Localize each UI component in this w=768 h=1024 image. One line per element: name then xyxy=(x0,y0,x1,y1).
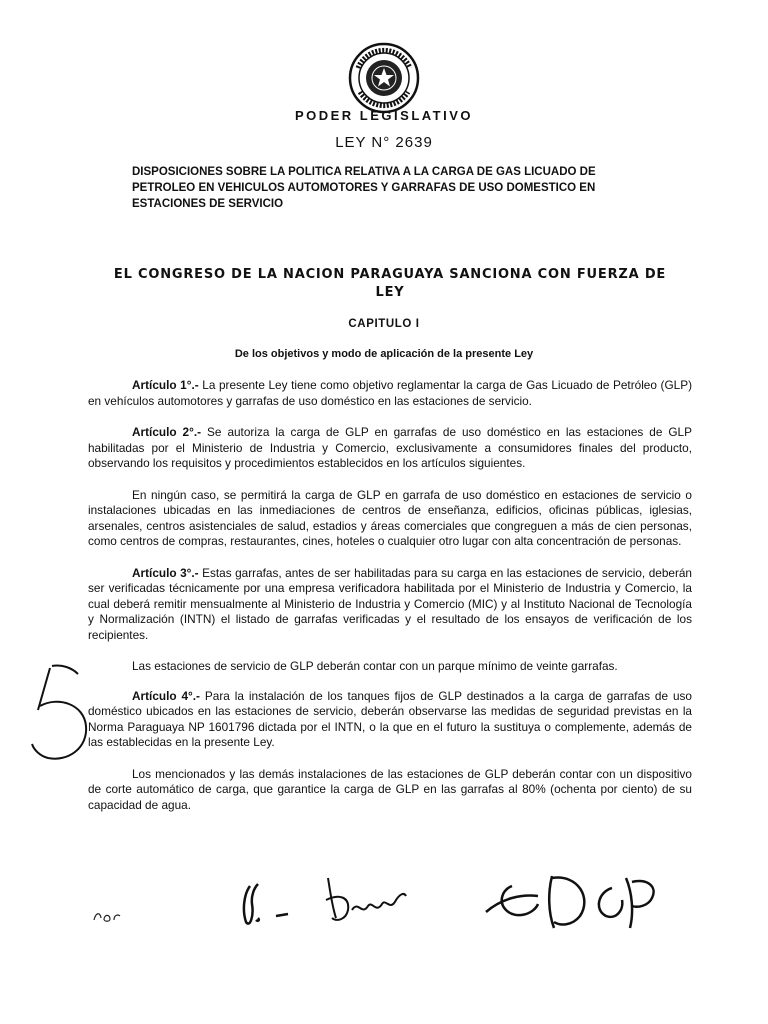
subtitle-line: DISPOSICIONES SOBRE LA POLITICA RELATIVA A LA CARGA DE GAS LICUADO DE xyxy=(132,166,596,178)
signature-icon xyxy=(482,868,662,938)
article-label: Artículo 4°.- xyxy=(132,688,200,703)
article-paragraph xyxy=(88,566,692,644)
article-paragraph xyxy=(88,767,692,814)
signature xyxy=(482,868,662,938)
article-text: La presente Ley tiene como objetivo reglamentar la carga de Gas Licuado de Petróleo (GLP) en vehículos automotores y garrafas de uso doméstico en las estaciones de servicio. xyxy=(88,378,692,408)
article-paragraph xyxy=(88,378,692,409)
national-seal xyxy=(348,42,420,114)
article-label: Artículo 2°.- xyxy=(132,425,202,439)
chapter-subtitle: De los objetivos y modo de aplicación de la presente Ley xyxy=(234,348,534,360)
article-paragraph xyxy=(88,689,692,751)
law-body xyxy=(88,378,692,829)
article-paragraph xyxy=(88,425,692,472)
article-text: Se autoriza la carga de GLP en garrafas de uso doméstico en las estaciones de GLP habilitadas por el Ministerio de Industria y Comercio, exclusivamente a consumidores finales del producto, observando los requisitos y procedimientos establecidos en los artículos siguientes. xyxy=(88,425,692,470)
article-label: Artículo 1°.- xyxy=(132,378,199,392)
signature-icon xyxy=(236,880,296,930)
subtitle-line: ESTACIONES DE SERVICIO xyxy=(132,198,284,210)
enactment-formula xyxy=(60,266,720,302)
handwritten-note xyxy=(92,908,132,924)
signature xyxy=(318,870,408,930)
handwritten-initials-icon xyxy=(92,908,132,924)
article-text: Estas garrafas, antes de ser habilitadas para su carga en las estaciones de servicio, deberán ser verificadas técnicamente por una empresa verificadora habilitada por el Ministerio de Industria y Comercio, la cual deberá remitir mensualmente al Ministerio de Industria y Comercio (MIC) y al Instituto Nacional de Tecnología y Normalización (INTN) el listado de garrafas verificadas y el resultado de los ensayos de verificación de los recipientes. xyxy=(88,565,692,642)
article-text: En ningún caso, se permitirá la carga de GLP en garrafa de uso doméstico en estaciones de servicio o instalaciones ubicadas en las inmediaciones de centros de enseñanza, edificios, oficinas públicas, iglesias, arsenales, centros asistenciales de salud, estadios y áreas comerciales que congreguen a más de cien personas, como centros de compras, restaurantes, cines, hoteles o cualquier otro lugar con alta concentración de personas. xyxy=(88,487,692,548)
signature-icon xyxy=(318,870,408,930)
enactment-line: EL CONGRESO DE LA NACION PARAGUAYA SANCIONA CON FUERZA DE xyxy=(113,267,667,282)
subtitle-line: PETROLEO EN VEHICULOS AUTOMOTORES Y GARRAFAS DE USO DOMESTICO EN xyxy=(132,182,596,194)
law-subtitle xyxy=(132,164,704,212)
law-number: LEY N° 2639 xyxy=(335,134,433,151)
handwritten-five-icon xyxy=(28,660,98,770)
seal-emblem-icon xyxy=(348,42,420,114)
article-text: Los mencionados y las demás instalaciones de las estaciones de GLP deberán contar con un dispositivo de corte automático de carga, que garantice la carga de GLP en las garrafas al 80% (ochenta por ciento) de su capacidad de agua. xyxy=(88,766,692,812)
article-label: Artículo 3°.- xyxy=(132,565,199,580)
handwritten-page-mark xyxy=(28,660,98,770)
article-text: Las estaciones de servicio de GLP deberán contar con un parque mínimo de veinte garrafas. xyxy=(132,659,618,673)
article-paragraph xyxy=(88,488,692,550)
article-text: Para la instalación de los tanques fijos de GLP destinados a la carga de garrafas de uso doméstico ubicados en las estaciones de servicio, deberán observarse las medidas de seguridad previstas en la Norma Paraguaya NP 1601796 dictada por el INTN, o la que en el futuro la sustituya o complemente, además de las establecidas en la presente Ley. xyxy=(88,688,692,749)
signature xyxy=(236,880,296,930)
institution-title: PODER LEGISLATIVO xyxy=(294,108,474,123)
chapter-title: CAPITULO I xyxy=(348,318,420,330)
enactment-line: LEY xyxy=(375,285,405,300)
article-paragraph xyxy=(88,659,692,675)
